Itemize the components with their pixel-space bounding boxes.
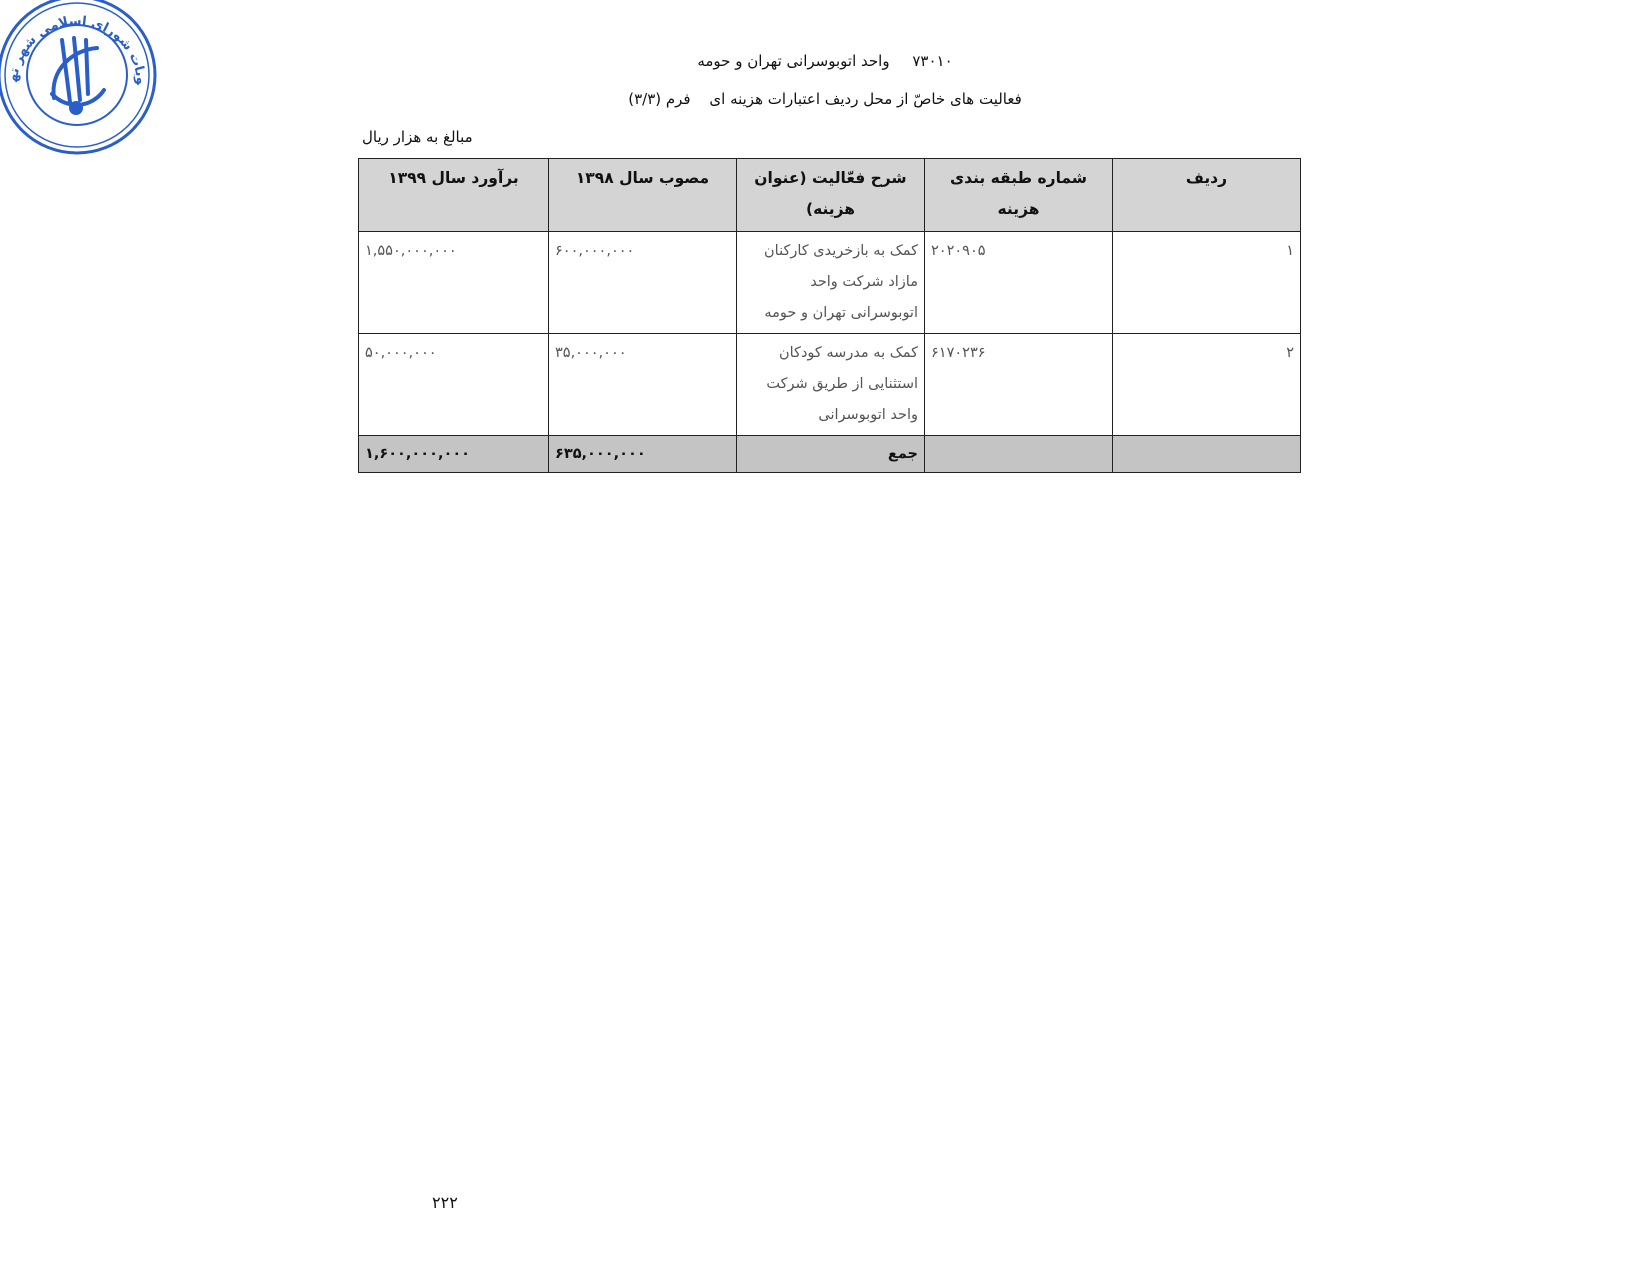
column-header-code: شماره طبقه بندی هزینه [925, 159, 1113, 232]
units-note: مبالغ به هزار ریال [362, 128, 473, 146]
row-description: کمک به مدرسه کودکان استثنایی از طریق شرکت واحد اتوبوسرانی [737, 334, 925, 436]
row-code: ۶۱۷۰۲۳۶ [925, 334, 1113, 436]
column-header-index: ردیف [1113, 159, 1301, 232]
table-total-row [359, 436, 1301, 473]
budget-table [358, 158, 1301, 473]
total-empty-code [925, 436, 1113, 473]
budget-code: ۷۳۰۱۰ [912, 52, 953, 70]
total-empty-index [1113, 436, 1301, 473]
subtitle-text: فعالیت های خاصّ از محل ردیف اعتبارات هزینه ای [709, 90, 1022, 108]
row-index: ۱ [1113, 232, 1301, 334]
unit-name: واحد اتوبوسرانی تهران و حومه [697, 52, 890, 70]
table-row [359, 334, 1301, 436]
council-seal-stamp [0, 0, 162, 160]
form-number: فرم (۳/۳) [628, 90, 691, 108]
row-description: کمک به بازخریدی کارکنان مازاد شرکت واحد اتوبوسرانی تهران و حومه [737, 232, 925, 334]
row-approved-1398: ۳۵,۰۰۰,۰۰۰ [549, 334, 737, 436]
document-header [0, 52, 1650, 70]
document-subtitle [0, 90, 1650, 108]
column-header-estimate-1399: برآورد سال ۱۳۹۹ [359, 159, 549, 232]
total-approved-1398: ۶۳۵,۰۰۰,۰۰۰ [549, 436, 737, 473]
total-label: جمع [737, 436, 925, 473]
table-header-row [359, 159, 1301, 232]
table-row [359, 232, 1301, 334]
row-estimate-1399: ۵۰,۰۰۰,۰۰۰ [359, 334, 549, 436]
row-code: ۲۰۲۰۹۰۵ [925, 232, 1113, 334]
seal-text: وبات شورای اسلامی شهر ته [5, 13, 149, 86]
total-estimate-1399: ۱,۶۰۰,۰۰۰,۰۰۰ [359, 436, 549, 473]
row-approved-1398: ۶۰۰,۰۰۰,۰۰۰ [549, 232, 737, 334]
column-header-approved-1398: مصوب سال ۱۳۹۸ [549, 159, 737, 232]
row-index: ۲ [1113, 334, 1301, 436]
column-header-description: شرح فعّالیت (عنوان هزینه) [737, 159, 925, 232]
row-estimate-1399: ۱,۵۵۰,۰۰۰,۰۰۰ [359, 232, 549, 334]
page-number: ۲۲۲ [432, 1193, 458, 1212]
